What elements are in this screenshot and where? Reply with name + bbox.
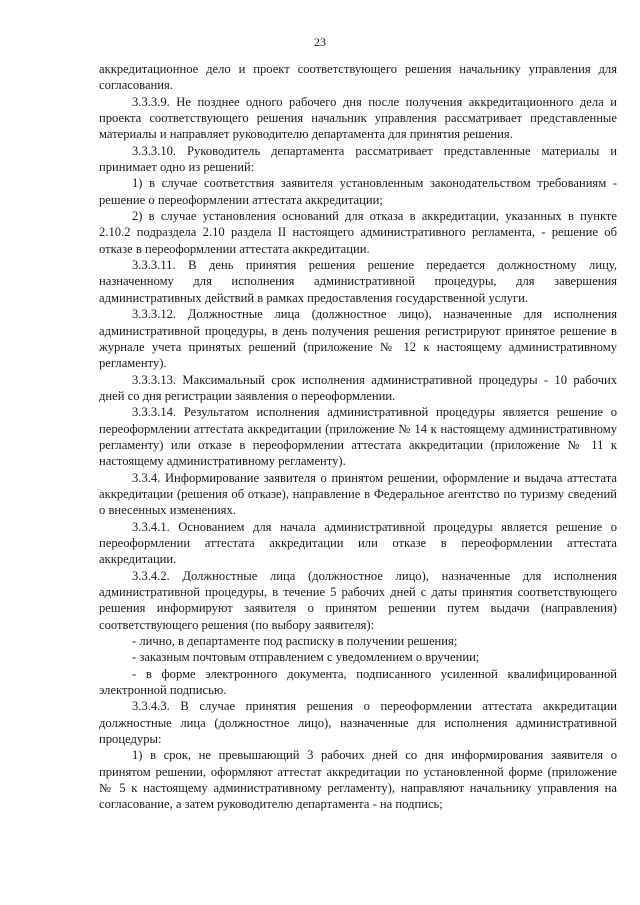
paragraph: 3.3.3.9. Не позднее одного рабочего дня после получения аккредитационного дела и проекта соответствующего решения начальник управления рассматривает представленные материалы и направляет руководителю департамента для принятия решения.	[99, 94, 617, 142]
list-item: 1) в случае соответствия заявителя установленным законодательством требованиям - решение о переоформлении аттестата аккредитации;	[99, 176, 617, 207]
paragraph: 3.3.3.11. В день принятия решения решение передается должностному лицу, назначенному для исполнения административной процедуры, для завершения административных действий в рамках предоставления государственной услуги.	[99, 258, 617, 305]
page-number: 23	[314, 35, 326, 49]
paragraph: 3.3.3.13. Максимальный срок исполнения административной процедуры - 10 рабочих дней со дня регистрации заявления о переоформлении.	[99, 372, 617, 403]
list-item: 2) в случае установления оснований для отказа в аккредитации, указанных в пункте 2.10.2 подраздела 2.10 раздела II настоящего административного регламента, - решение об отказе в переоформлении аттестата аккредитации.	[99, 209, 617, 256]
list-item: - в форме электронного документа, подписанного усиленной квалифицированной электронной подписью.	[99, 666, 617, 698]
paragraph: 3.3.3.14. Результатом исполнения административной процедуры является решение о переоформлении аттестата аккредитации (приложение № 14 к настоящему административному регламенту) или отказе в переоформлении аттестата аккредитации (приложение № 11 к настоящему административному регламенту).	[99, 405, 617, 469]
paragraph: аккредитационное дело и проект соответствующего решения начальнику управления для согласования.	[99, 62, 617, 93]
document-body	[99, 61, 617, 813]
paragraph: 3.3.3.10. Руководитель департамента рассматривает представленные материалы и принимает одно из решений:	[99, 143, 617, 175]
list-item: - заказным почтовым отправлением с уведомлением о вручении;	[132, 650, 480, 665]
paragraph: 3.3.4.2. Должностные лица (должностное лицо), назначенные для исполнения административной процедуры, в течение 5 рабочих дней с даты принятия соответствующего решения информируют заявителя о принятом решении путем выдачи (направления) соответствующего решения (по выбору заявителя):	[99, 568, 617, 632]
paragraph: 3.3.4.3. В случае принятия решения о переоформлении аттестата аккредитации должностные лица (должностное лицо), назначенные для исполнения административной процедуры:	[99, 699, 617, 747]
paragraph: 3.3.4.1. Основанием для начала административной процедуры является решение о переоформлении аттестата аккредитации или отказе в переоформлении аттестата аккредитации.	[99, 519, 617, 567]
paragraph: 3.3.3.12. Должностные лица (должностное лицо), назначенные для исполнения административной процедуры, в день получения решения регистрируют принятое решение в журнале учета принятых решений (приложение № 12 к настоящему административному регламенту).	[99, 307, 617, 371]
list-item: 1) в срок, не превышающий 3 рабочих дней со дня информирования заявителя о принятом решении, оформляют аттестат аккредитации по установленной форме (приложение № 5 к настоящему административному регламенту), направляют начальнику управления на согласование, а затем руководителю департамента - на подпись;	[99, 748, 617, 812]
paragraph: 3.3.4. Информирование заявителя о принятом решении, оформление и выдача аттестата аккредитации (решения об отказе), направление в Федеральное агентство по туризму сведений о внесенных изменениях.	[99, 470, 617, 518]
list-item: - лично, в департаменте под расписку в получении решения;	[132, 634, 458, 649]
